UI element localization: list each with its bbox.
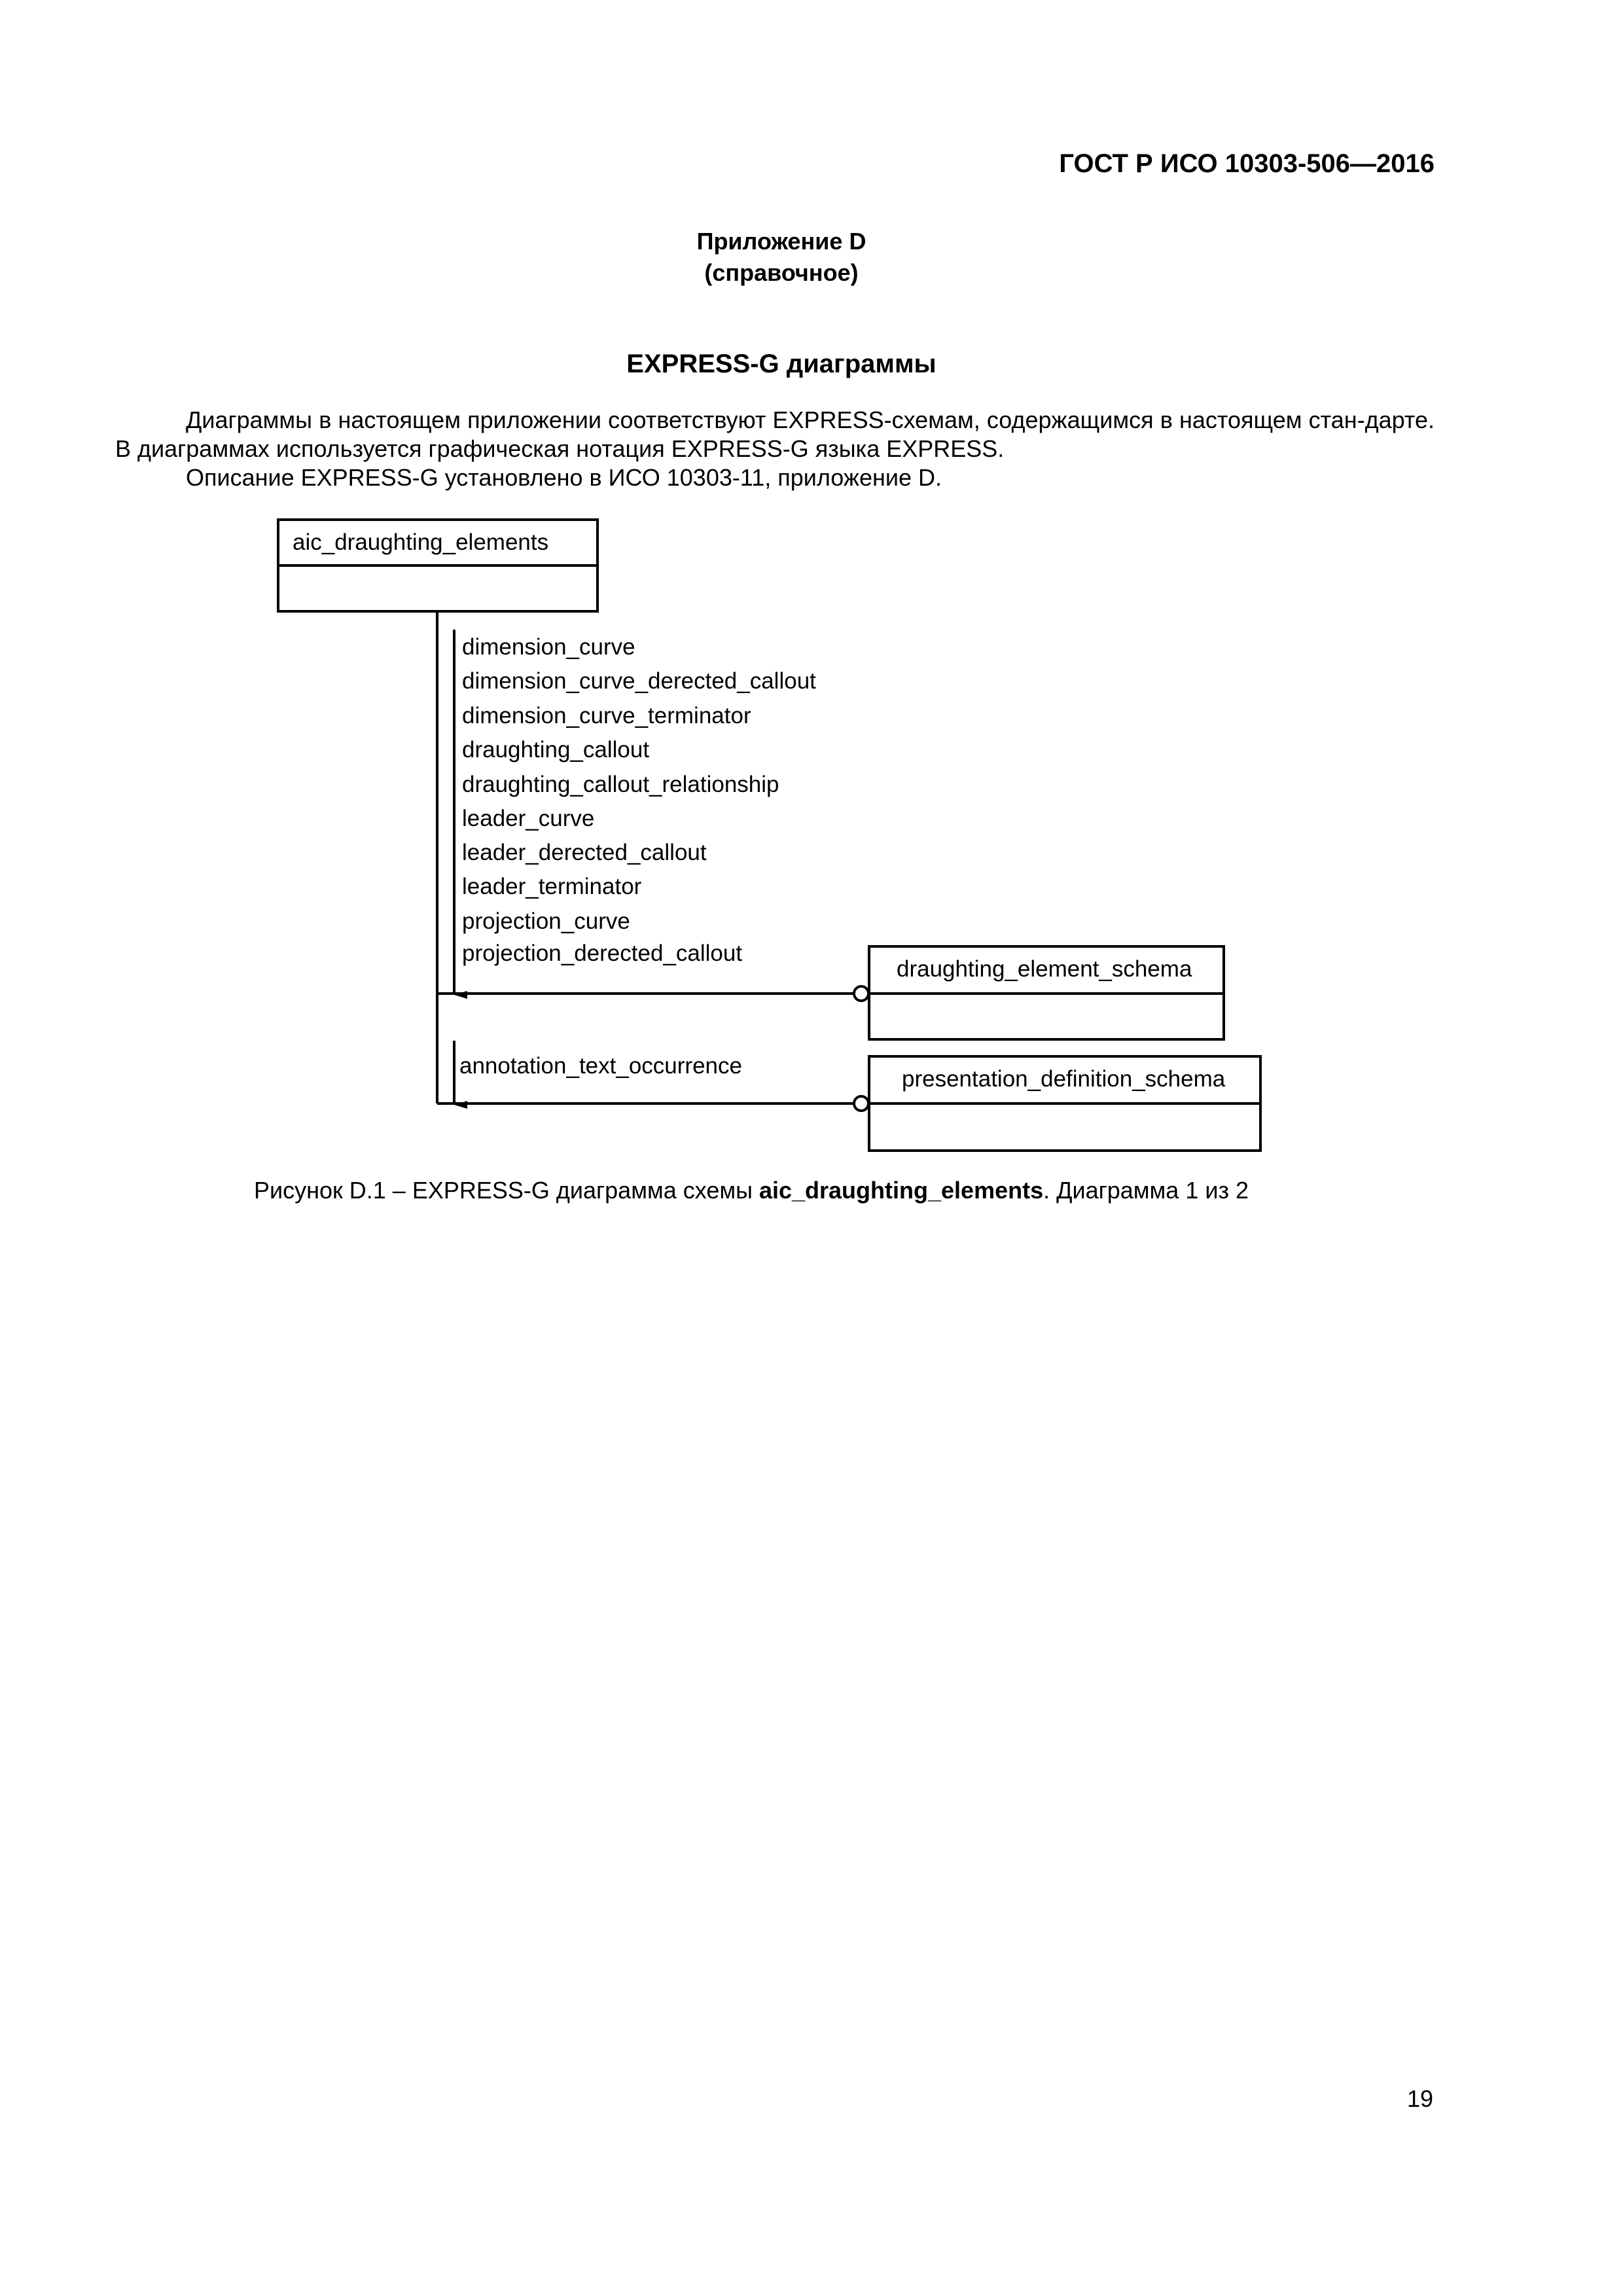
caption-prefix: Рисунок D.1 – EXPRESS-G диаграмма схемы [254, 1177, 759, 1204]
group1-entity: leader_curve [462, 806, 595, 831]
annex-title-text: Приложение D [696, 228, 866, 255]
group1-entity: leader_terminator [462, 874, 642, 899]
main-schema-name: aic_draughting_elements [293, 529, 549, 555]
group1-entity: draughting_callout_relationship [462, 772, 779, 797]
document-code: ГОСТ Р ИСО 10303-506—2016 [1059, 149, 1435, 178]
group1-entity-list [462, 634, 816, 966]
group1-entity: leader_derected_callout [462, 840, 707, 865]
figure-caption [254, 1177, 1249, 1204]
body-paragraph-1: Диаграммы в настоящем приложении соответствуют EXPRESS-схемам, содержащимся в настоящем стан-дарте. В диаграммах используется графическая нотация EXPRESS-G языка EXPRESS. [115, 406, 1435, 462]
group2-entity: annotation_text_occurrence [459, 1053, 742, 1079]
target-schema-box-2 [869, 1056, 1260, 1151]
group1-entity: projection_derected_callout [462, 941, 743, 966]
group1-entity: dimension_curve_terminator [462, 703, 751, 728]
body-paragraph-2: Описание EXPRESS-G установлено в ИСО 10303-11, приложение D. [186, 464, 942, 491]
group1-connector-circle [854, 986, 868, 1001]
page-number: 19 [1406, 2085, 1433, 2112]
annex-status-text: (справочное) [704, 259, 859, 286]
group2-connector-circle [854, 1096, 868, 1111]
group1-entity: projection_curve [462, 908, 630, 934]
caption-suffix: . Диаграмма 1 из 2 [1043, 1177, 1249, 1204]
target-schema-box-1 [869, 946, 1224, 1039]
section-title-text: EXPRESS-G диаграммы [626, 350, 936, 378]
group1-entity: dimension_curve_derected_callout [462, 668, 816, 694]
target-schema-name-2: presentation_definition_schema [902, 1066, 1226, 1092]
target-schema-name-1: draughting_element_schema [897, 956, 1192, 982]
group1-entity: draughting_callout [462, 737, 650, 762]
main-schema-box [278, 520, 597, 611]
caption-schema-name: aic_draughting_elements [758, 1177, 1044, 1204]
group1-entity: dimension_curve [462, 634, 635, 660]
